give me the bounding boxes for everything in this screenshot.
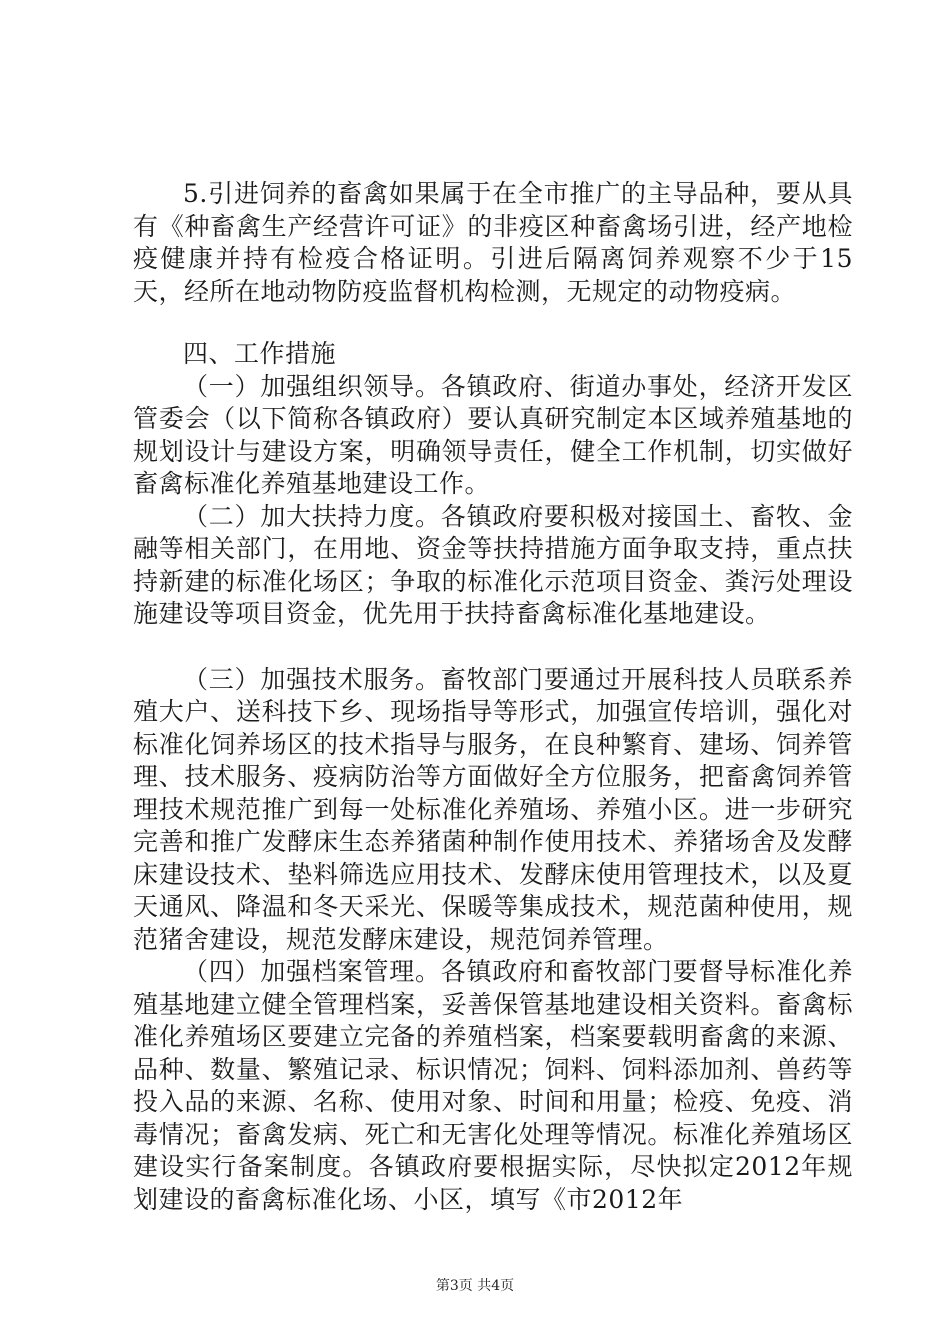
paragraph-measure-3: （三）加强技术服务。畜牧部门要通过开展科技人员联系养殖大户、送科技下乡、现场指导等形式，加强宣传培训，强化对标准化饲养场区的技术指导与服务，在良种繁育、建场、饲养管理、技术服务、疫病防治等方面做好全方位服务，把畜禽饲养管理技术规范推广到每一处标准化养殖场、养殖小区。进一步研究完善和推广发酵床生态养猪菌种制作使用技术、养猪场舍及发酵床建设技术、垫料筛选应用技术、发酵床使用管理技术，以及夏天通风、降温和冬天采光、保暖等集成技术，规范菌种使用，规范猪舍建设，规范发酵床建设，规范饲养管理。 [133, 664, 853, 954]
paragraph-measure-1: （一）加强组织领导。各镇政府、街道办事处，经济开发区管委会（以下简称各镇政府）要认真研究制定本区域养殖基地的规划设计与建设方案，明确领导责任，健全工作机制，切实做好畜禽标准化养殖基地建设工作。 [133, 371, 853, 498]
document-body [133, 178, 853, 1216]
page-number-footer: 第3页 共4页 [435, 1278, 515, 1294]
paragraph-item-5: 5.引进饲养的畜禽如果属于在全市推广的主导品种，要从具有《种畜禽生产经营许可证》的非疫区种畜禽场引进，经产地检疫健康并持有检疫合格证明。引进后隔离饲养观察不少于15天，经所在地动物防疫监督机构检测，无规定的动物疫病。 [133, 179, 853, 306]
section-heading-work-measures: 四、工作措施 [183, 339, 337, 368]
paragraph-measure-4: （四）加强档案管理。各镇政府和畜牧部门要督导标准化养殖基地建立健全管理档案，妥善保管基地建设相关资料。畜禽标准化养殖场区要建立完备的养殖档案，档案要载明畜禽的来源、品种、数量、繁殖记录、标识情况；饲料、饲料添加剂、兽药等投入品的来源、名称、使用对象、时间和用量；检疫、免疫、消毒情况；畜禽发病、死亡和无害化处理等情况。标准化养殖场区建设实行备案制度。各镇政府要根据实际，尽快拟定2012年规划建设的畜禽标准化场、小区，填写《市2012年 [133, 957, 853, 1214]
paragraph-measure-2: （二）加大扶持力度。各镇政府要积极对接国土、畜牧、金融等相关部门，在用地、资金等扶持措施方面争取支持，重点扶持新建的标准化场区；争取的标准化示范项目资金、粪污处理设施建设等项目资金，优先用于扶持畜禽标准化基地建设。 [133, 501, 853, 628]
